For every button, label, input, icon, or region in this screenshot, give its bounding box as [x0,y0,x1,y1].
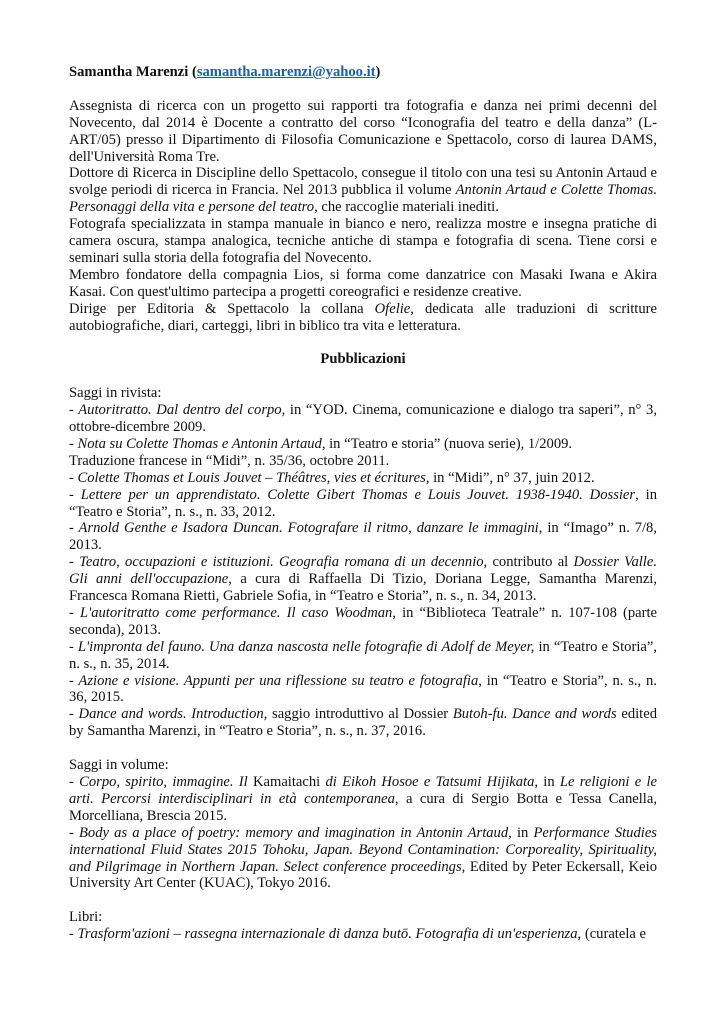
pub-entry: - Trasform'azioni – rassegna internazionale di danza butō. Fotografia di un'esperienza, (curatela e [69,926,646,943]
email-link[interactable]: samantha.marenzi@yahoo.it [196,64,376,80]
subsection-label: Saggi in rivista: [69,385,162,402]
pub-entry: - Lettere per un apprendistato. Colette Gibert Thomas e Louis Jouvet. 1938-1940. Dossier, in “Teatro e Storia”, n. s., n. 33, 2012. [69,486,657,520]
author-heading: Samantha Marenzi (samantha.marenzi@yahoo.it) [69,64,381,80]
pub-entry: - Colette Thomas et Louis Jouvet – Théâtres, vies et écritures, in “Midi”, n° 37, juin 2012. [69,469,595,486]
bio-paragraph: Fotografa specializzata in stampa manuale in bianco e nero, realizza mostre e insegna pratiche di camera oscura, stampa analogica, tecniche antiche di stampa e fotografia di scena. Tiene corsi e seminari sulla storia della fotografia del Novecento. [69,216,657,266]
bio-paragraph: Dottore di Ricerca in Discipline dello Spettacolo, consegue il titolo con una tesi su Antonin Artaud e svolge periodi di ricerca in Francia. Nel 2013 pubblica il volume Antonin Artaud e Colette Thomas. Personaggi della vita e persone del teatro, che raccoglie materiali inediti. [69,165,657,216]
subsection-label: Libri: [69,909,103,926]
pub-entry: - Autoritratto. Dal dentro del corpo, in “YOD. Cinema, comunicazione e dialogo tra saperi”, n° 3, ottobre-dicembre 2009. [69,402,657,435]
pub-entry: - Dance and words. Introduction, saggio introduttivo al Dossier Butoh-fu. Dance and words edited by Samantha Marenzi, in “Teatro e Storia”, n. s., n. 37, 2016. [69,706,657,740]
pub-entry: - Corpo, spirito, immagine. Il Kamaitachi di Eikoh Hosoe e Tatsumi Hijikata, in Le religioni e le arti. Percorsi interdisciplinari in età contemporanea, a cura di Sergio Botta e Tessa Canella, Morcelliana, Brescia 2015. [69,774,657,824]
pub-entry: - Azione e visione. Appunti per una riflessione su teatro e fotografia, in “Teatro e Storia”, n. s., n. 36, 2015. [69,672,657,706]
document-page [69,64,657,943]
pub-entry: - Arnold Genthe e Isadora Duncan. Fotografare il ritmo, danzare le immagini, in “Imago” n. 7/8, 2013. [69,520,657,554]
pub-entry: - Body as a place of poetry: memory and imagination in Antonin Artaud, in Performance Studies international Fluid States 2015 Tohoku, Japan. Beyond Contamination: Corporeality, Spirituality, and Pilgrimage in Northern Japan. Select conference proceedings, Edited by Peter Eckersall, Keio University Art Center (KUAC), Tokyo 2016. [69,824,658,892]
pub-entry: - L'impronta del fauno. Una danza nascosta nelle fotografie di Adolf de Meyer, in “Teatro e Storia”, n. s., n. 35, 2014. [69,638,657,672]
riviste-section [69,385,657,740]
bio-section [69,98,657,335]
pub-entry: Traduzione francese in “Midi”, n. 35/36, octobre 2011. [69,452,390,469]
bio-paragraph: Membro fondatore della compagnia Lios, si forma come danzatrice con Masaki Iwana e Akira Kasai. Con quest'ultimo partecipa a progetti coreografici e residenze creative. [69,266,657,300]
subsection-label: Saggi in volume: [69,757,169,774]
pub-entry: - L'autoritratto come performance. Il caso Woodman, in “Biblioteca Teatrale” n. 107-108 (parte seconda), 2013. [69,604,658,638]
bio-paragraph: Assegnista di ricerca con un progetto sui rapporti tra fotografia e danza nei primi decenni del Novecento, dal 2014 è Docente a contratto del corso “Iconografia del teatro e della danza” (L-ART/05) presso il Dipartimento di Filosofia Comunicazione e Spettacolo, corso di laurea DAMS, dell'Università Roma Tre. [69,97,657,165]
pub-entry: - Nota su Colette Thomas e Antonin Artaud, in “Teatro e storia” (nuova serie), 1/2009. [69,435,573,452]
section-title: Pubblicazioni [320,351,406,368]
bio-paragraph: Dirige per Editoria & Spettacolo la collana Ofelie, dedicata alle traduzioni di scritture autobiografiche, diari, carteggi, libri in biblico tra vita e letteratura. [69,300,657,334]
pub-entry: - Teatro, occupazioni e istituzioni. Geografia romana di un decennio, contributo al Dossier Valle. Gli anni dell'occupazione, a cura di Raffaella Di Tizio, Doriana Legge, Samantha Marenzi, Francesca Romana Rietti, Gabriele Sofia, in “Teatro e Storia”, n. s., n. 34, 2013. [69,554,657,605]
libri-section [69,909,657,943]
volume-section [69,757,657,892]
